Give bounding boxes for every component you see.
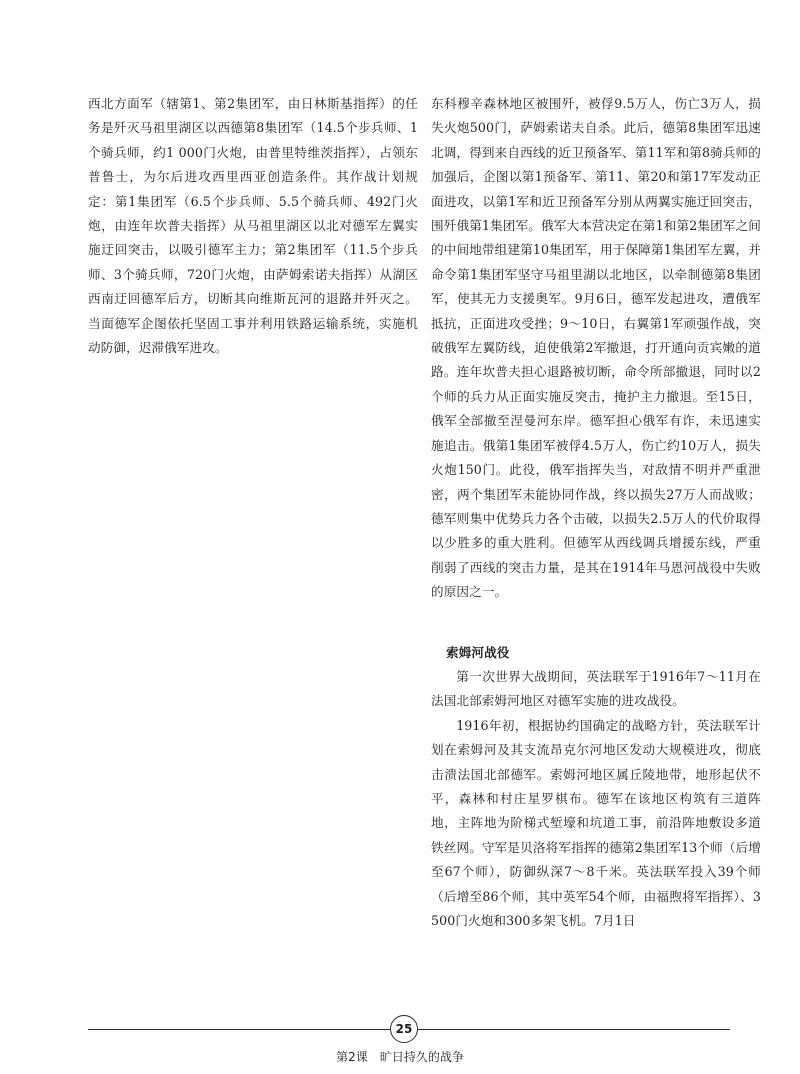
body-paragraph: 第一次世界大战期间，英法联军于1916年7～11月在法国北部索姆河地区对德军实施的进攻战役。 — [431, 668, 761, 709]
body-paragraph: 西北方面军（辖第1、第2集团军，由日林斯基指挥）的任务是歼灭马祖里湖区以西德第8集团军（14.5个步兵师、1个骑兵师，约1 000门火炮，由普里特维茨指挥），占领东普鲁士，为尔后进攻西里西亚创造条件。其作战计划规定：第1集团军（6.5个步兵师、5.5个骑兵师、492门火炮，由连年坎普夫指挥）从马祖里湖区以北对德军左翼实施迂回突击，以吸引德军主力；第2集团军（11.5个步兵师、3个骑兵师，720门火炮，由萨姆索诺夫指挥）从湖区西南迂回德军后方，切断其向维斯瓦河的退路并歼灭之。当面德军企图依托坚固工事并利用铁路运输系统，实施机动防御，迟滞俄军进攻。 — [88, 96, 418, 356]
right-column — [431, 92, 761, 933]
page-number: 25 — [390, 1015, 418, 1043]
footer-title: 旷日持久的战争 — [379, 1050, 464, 1064]
section-gap — [431, 605, 761, 641]
left-column — [88, 92, 418, 360]
page-footer — [0, 1048, 800, 1065]
footer-rule-right — [418, 1029, 730, 1030]
footer-lesson: 第2课 — [336, 1050, 368, 1064]
section-heading: 索姆河战役 — [446, 644, 510, 660]
footer-rule-left — [88, 1029, 390, 1030]
body-paragraph: 1916年初，根据协约国确定的战略方针，英法联军计划在索姆河及其支流昂克尔河地区发动大规模进攻，彻底击溃法国北部德军。索姆河地区属丘陵地带，地形起伏不平，森林和村庄星罗棋布。德军在该地区构筑有三道阵地，主阵地为阶梯式堑壕和坑道工事，前沿阵地敷设多道铁丝网。守军是贝洛将军指挥的德第2集团军13个师（后增至67个师），防御纵深7～8千米。英法联军投入39个师（后增至86个师，其中英军54个师，由福煦将军指挥）、3 500门火炮和300多架飞机。7月1日 — [431, 717, 761, 928]
body-paragraph: 东科穆辛森林地区被围歼，被俘9.5万人，伤亡3万人，损失火炮500门，萨姆索诺夫自杀。此后，德第8集团军迅速北调，得到来自西线的近卫预备军、第11军和第8骑兵师的加强后，企图以第1预备军、第11、第20和第17军发动正面进攻，以第1军和近卫预备军分别从两翼实施迂回突击，围歼俄第1集团军。俄军大本营决定在第1和第2集团军之间的中间地带组建第10集团军，用于保障第1集团军左翼，并命令第1集团军坚守马祖里湖以北地区，以牵制德第8集团军，使其无力支援奥军。9月6日，德军发起进攻，遭俄军抵抗，正面进攻受挫；9～10日，右翼第1军顽强作战，突破俄军左翼防线，迫使俄第2军撤退，打开通向贡宾嫩的道路。连年坎普夫担心退路被切断，命令所部撤退，同时以2个师的兵力从正面实施反突击，掩护主力撤退。至15日，俄军全部撤至涅曼河东岸。德军担心俄军有诈，未迅速实施追击。俄第1集团军被俘4.5万人，伤亡约10万人，损失火炮150门。此役，俄军指挥失当，对敌情不明并严重泄密，两个集团军未能协同作战，终以损失27万人而战败；德军则集中优势兵力各个击破，以损失2.5万人的代价取得以少胜多的重大胜利。但德军从西线调兵增援东线，严重削弱了西线的突击力量，是其在1914年马恩河战役中失败的原因之一。 — [431, 96, 761, 600]
